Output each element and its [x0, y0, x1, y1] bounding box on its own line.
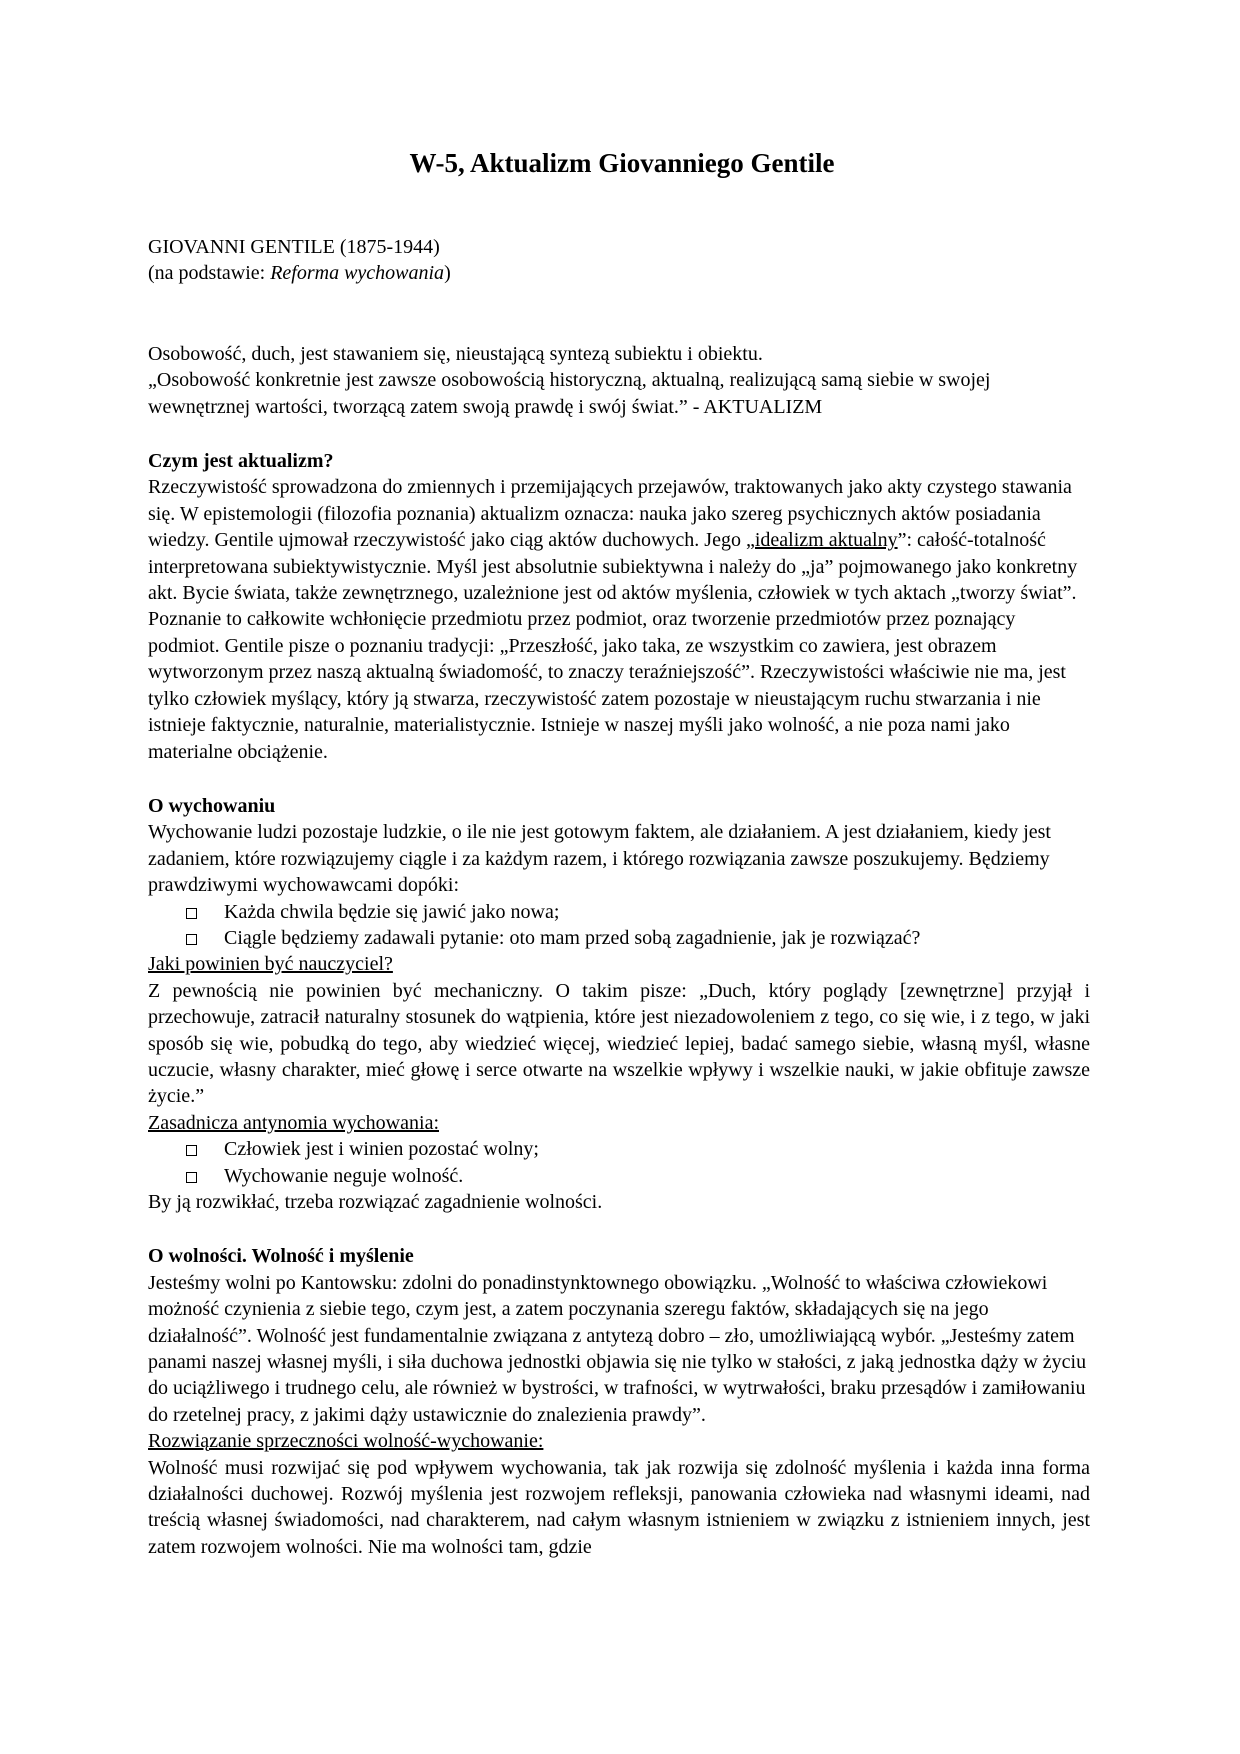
source-title: Reforma wychowania [270, 262, 445, 285]
source-prefix: (na podstawie: [148, 262, 271, 285]
nauczyciel-text: Z pewnością nie powinien być mechaniczny. O takim pisze: „Duch, który poglądy [zewnętrzne] przyjął i przechowuje, zatracił naturalny stosunek do wątpienia, które jest niezadowoleniem z tego, co się wie, i z tego, w jaki sposób się wie, pobudką do tego, aby wiedzieć więcej, wiedzieć lepiej, badać samego siebie, własną myśl, własne uczucie, własny charakter, mieć głowę i serce otwarte na wszelkie wpływy i wszelkie nauki, w jakie obfituje zawsze życie.” [148, 979, 1090, 1108]
section-heading-aktualizm: Czym jest aktualizm? [148, 450, 334, 473]
bullet-list-antynomia [148, 1136, 1090, 1189]
list-item: Wychowanie neguje wolność. [186, 1163, 1090, 1189]
opening-line: Osobowość, duch, jest stawaniem się, nieustającą syntezą subiektu i obiektu. [148, 342, 763, 365]
list-item: Ciągle będziemy zadawali pytanie: oto mam przed sobą zagadnienie, jak je rozwiązać? [186, 925, 1090, 951]
section-text-aktualizm [148, 474, 1090, 764]
section-heading-wychowanie: O wychowaniu [148, 794, 276, 817]
opening-quote: „Osobowość konkretnie jest zawsze osobowością historyczną, aktualną, realizującą samą siebie w swojej wewnętrznej wartości, tworzącą zatem swoją prawdę i swój świat.” - AKTUALIZM [148, 369, 991, 418]
aktualizm-text-after: ”: całość-totalność interpretowana subiektywistycznie. Myśl jest absolutnie subiektywna i należy do „ja” pojmowanego jako konkretny akt. Bycie świata, także zewnętrznego, uzależnione jest od aktów myślenia, człowiek w tych aktach „tworzy świat”. Poznanie to całkowite wchłonięcie przedmiotu przez podmiot, oraz tworzenie przedmiotów przez poznający podmiot. Gentile pisze o poznaniu tradycji: „Przeszłość, jako taka, ze wszystkim co zawiera, jest obrazem wytworzonym przez naszą aktualną świadomość, to znaczy teraźniejszość”. Rzeczywistości właściwie nie ma, jest tylko człowiek myślący, który ją stwarza, rzeczywistość zatem pozostaje w nieustającym ruchu stwarzania i nie istnieje faktycznie, naturalnie, materialistycznie. Istnieje w naszej myśli jako wolność, a nie poza nami jako materialne obciążenie. [148, 529, 1078, 763]
source-suffix: ) [444, 262, 451, 285]
bullet-list-wychowawcy [148, 899, 1090, 952]
document-title: W-5, Aktualizm Giovanniego Gentile [409, 148, 835, 178]
section-heading-wolnosc: O wolności. Wolność i myślenie [148, 1245, 414, 1268]
source-line [148, 260, 1090, 286]
list-item: Człowiek jest i winien pozostać wolny; [186, 1136, 1090, 1162]
subheading-rozwiazanie: Rozwiązanie sprzeczności wolność-wychowanie: [148, 1430, 544, 1453]
aktualizm-text-before: Rzeczywistość sprowadzona do zmiennych i przemijających przejawów, traktowanych jako akty czystego stawania się. W epistemologii (filozofia poznania) aktualizm oznacza: nauka jako szereg psychicznych aktów posiadania wiedzy. Gentile ujmował rzeczywistość jako ciąg aktów duchowych. Jego [148, 476, 1072, 552]
list-item: Każda chwila będzie się jawić jako nowa; [186, 899, 1090, 925]
idealizm-aktualny-term: „idealizm aktualny [745, 529, 898, 552]
antynomia-closing: By ją rozwikłać, trzeba rozwiązać zagadnienie wolności. [148, 1191, 603, 1213]
subheading-antynomia: Zasadnicza antynomia wychowania: [148, 1111, 439, 1134]
rozwiazanie-text: Wolność musi rozwijać się pod wpływem wychowania, tak jak rozwija się zdolność myślenia i każda inna forma działalności duchowej. Rozwój myślenia jest rozwojem refleksji, panowania człowieka nad własnymi ideami, nad treścią własnej świadomości, nad charakterem, nad całym własnym istnieniem w związku z istnieniem innych, jest zatem rozwojem wolności. Nie ma wolności tam, gdzie [148, 1456, 1090, 1558]
author-line: GIOVANNI GENTILE (1875-1944) [148, 236, 440, 258]
subheading-nauczyciel: Jaki powinien być nauczyciel? [148, 953, 393, 976]
section-text-wychowanie: Wychowanie ludzi pozostaje ludzkie, o ile nie jest gotowym faktem, ale działaniem. A jest działaniem, kiedy jest zadaniem, które rozwiązujemy ciągle i za każdym razem, i którego rozwiązania zawsze poszukujemy. Będziemy prawdziwymi wychowawcami dopóki: [148, 821, 1051, 897]
section-text-wolnosc: Jesteśmy wolni po Kantowsku: zdolni do ponadinstynktownego obowiązku. „Wolność to właściwa człowiekowi możność czynienia z siebie tego, czym jest, a zatem poczynania szeregu faktów, składających się na jego działalność”. Wolność jest fundamentalnie związana z antytezą dobro – zło, umożliwiającą wybór. „Jesteśmy zatem panami naszej własnej myśli, i siła duchowa jednostki objawia się nie tylko w stałości, z jaką jednostka dąży w życiu do uciążliwego i trudnego celu, ale również w bystrości, w trafności, w wytrwałości, braku przesądów i zamiłowaniu do rzetelnej pracy, z jakimi dąży ustawicznie do znalezienia prawdy”. [148, 1271, 1087, 1426]
